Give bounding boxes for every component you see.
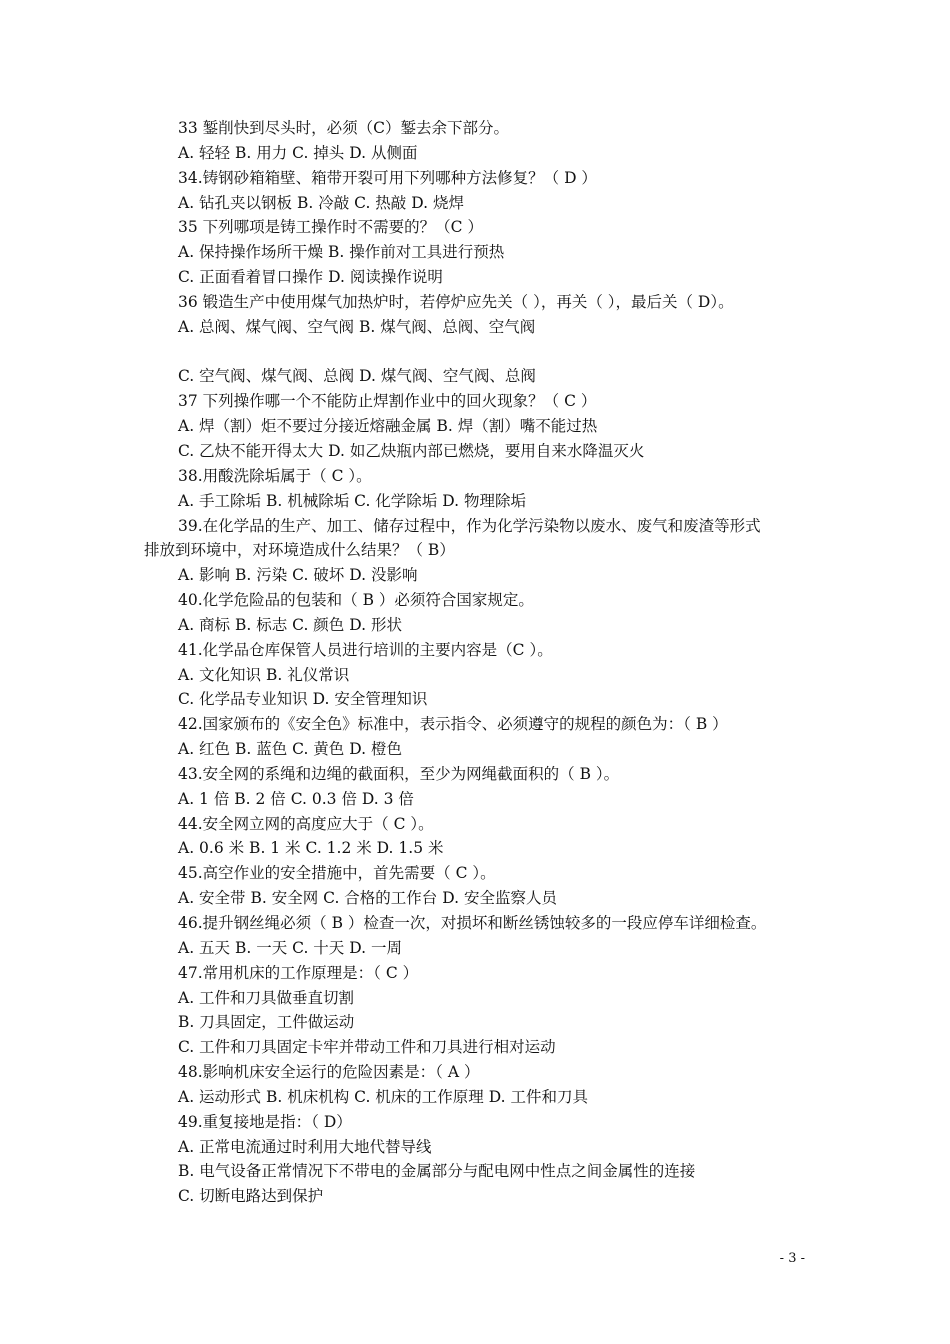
options-37-ab: A. 焊（割）炬不要过分接近熔融金属 B. 焊（割）嘴不能过热 <box>178 417 598 436</box>
options-33: A. 轻轻 B. 用力 C. 掉头 D. 从侧面 <box>178 143 418 162</box>
options-36-ab: A. 总阀、煤气阀、空气阀 B. 煤气阀、总阀、空气阀 <box>178 317 536 336</box>
question-44: 44.安全网立网的高度应大于（ C ）。 <box>178 814 434 833</box>
option-49-b: B. 电气设备正常情况下不带电的金属部分与配电网中性点之间金属性的连接 <box>178 1162 696 1181</box>
question-42: 42.国家颁布的《安全色》标准中，表示指令、必须遵守的规程的颜色为：（ B ） <box>178 715 728 734</box>
question-45: 45.高空作业的安全措施中，首先需要（ C ）。 <box>178 864 496 883</box>
page-number: - 3 - <box>779 1251 805 1266</box>
question-34: 34.铸钢砂箱箱壁、箱带开裂可用下列哪种方法修复？（ D ） <box>178 168 597 187</box>
question-39-continued: 排放到环境中，对环境造成什么结果？（ B） <box>144 541 455 560</box>
option-49-c: C. 切断电路达到保护 <box>178 1187 324 1206</box>
question-39: 39.在化学品的生产、加工、储存过程中，作为化学污染物以废水、废气和废渣等形式 <box>178 516 761 535</box>
question-40: 40.化学危险品的包装和（ B ）必须符合国家规定。 <box>178 591 534 610</box>
options-34: A. 钻孔夹以钢板 B. 冷敲 C. 热敲 D. 烧焊 <box>178 193 464 212</box>
options-44: A. 0.6 米 B. 1 米 C. 1.2 米 D. 1.5 米 <box>178 839 444 858</box>
question-47: 47.常用机床的工作原理是：（ C ） <box>178 963 419 982</box>
options-38: A. 手工除垢 B. 机械除垢 C. 化学除垢 D. 物理除垢 <box>178 491 526 510</box>
question-49: 49.重复接地是指：（ D） <box>178 1112 352 1131</box>
question-38: 38.用酸洗除垢属于（ C ）。 <box>178 466 372 485</box>
option-47-a: A. 工件和刀具做垂直切割 <box>178 988 355 1007</box>
options-39: A. 影响 B. 污染 C. 破坏 D. 没影响 <box>178 566 418 585</box>
options-40: A. 商标 B. 标志 C. 颜色 D. 形状 <box>178 615 402 634</box>
options-43: A. 1 倍 B. 2 倍 C. 0.3 倍 D. 3 倍 <box>178 789 414 808</box>
options-41-ab: A. 文化知识 B. 礼仪常识 <box>178 665 350 684</box>
document-body <box>144 116 814 1209</box>
option-47-c: C. 工件和刀具固定卡牢并带动工件和刀具进行相对运动 <box>178 1038 556 1057</box>
question-41: 41.化学品仓库保管人员进行培训的主要内容是（C ）。 <box>178 640 553 659</box>
question-36: 36 锻造生产中使用煤气加热炉时，若停炉应先关（ ），再关（ ），最后关（ D）。 <box>178 292 734 311</box>
question-35: 35 下列哪项是铸工操作时不需要的？（C ） <box>178 218 483 237</box>
options-35-cd: C. 正面看着冒口操作 D. 阅读操作说明 <box>178 268 443 287</box>
options-46: A. 五天 B. 一天 C. 十天 D. 一周 <box>178 938 402 957</box>
option-49-a: A. 正常电流通过时利用大地代替导线 <box>178 1137 432 1156</box>
question-33: 33 錾削快到尽头时，必须（C）錾去余下部分。 <box>178 119 510 137</box>
question-43: 43.安全网的系绳和边绳的截面积，至少为网绳截面积的（ B ）。 <box>178 764 620 783</box>
options-36-cd: C. 空气阀、煤气阀、总阀 D. 煤气阀、空气阀、总阀 <box>178 367 536 386</box>
option-47-b: B. 刀具固定，工件做运动 <box>178 1013 355 1032</box>
options-48: A. 运动形式 B. 机床机构 C. 机床的工作原理 D. 工件和刀具 <box>178 1087 588 1106</box>
question-46: 46.提升钢丝绳必须（ B ）检查一次，对损坏和断丝锈蚀较多的一段应停车详细检查。 <box>178 914 767 932</box>
blank-line <box>144 340 814 365</box>
options-35-ab: A. 保持操作场所干燥 B. 操作前对工具进行预热 <box>178 243 505 262</box>
options-45: A. 安全带 B. 安全网 C. 合格的工作台 D. 安全监察人员 <box>178 889 557 908</box>
options-41-cd: C. 化学品专业知识 D. 安全管理知识 <box>178 690 428 709</box>
options-37-cd: C. 乙炔不能开得太大 D. 如乙炔瓶内部已燃烧，要用自来水降温灭火 <box>178 441 645 460</box>
question-37: 37 下列操作哪一个不能防止焊割作业中的回火现象？（ C ） <box>178 392 597 411</box>
options-42: A. 红色 B. 蓝色 C. 黄色 D. 橙色 <box>178 740 402 759</box>
question-48: 48.影响机床安全运行的危险因素是：（ A ） <box>178 1063 480 1082</box>
